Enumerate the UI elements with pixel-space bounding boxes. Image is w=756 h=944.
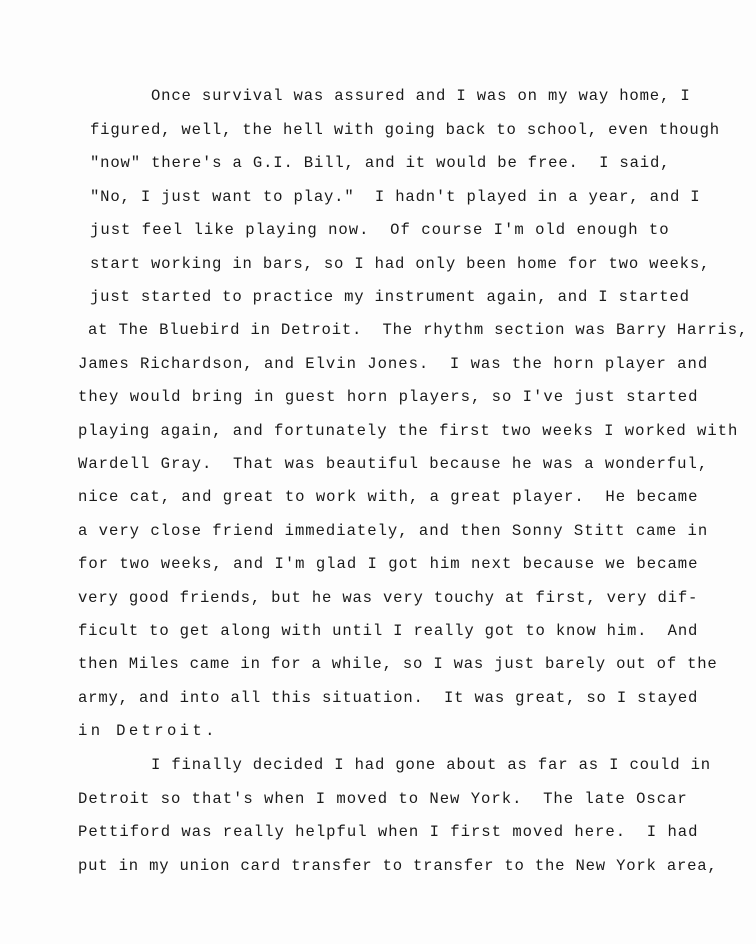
text-line-7: just started to practice my instrument again, and I started xyxy=(90,288,690,306)
text-line-18: then Miles came in for a while, so I was just barely out of the xyxy=(78,655,718,673)
text-line-5: just feel like playing now. Of course I'm old enough to xyxy=(90,221,670,239)
text-line-12: Wardell Gray. That was beautiful because he was a wonderful, xyxy=(78,455,709,473)
text-line-24: put in my union card transfer to transfer to the New York area, xyxy=(78,857,718,875)
text-line-21: I finally decided I had gone about as far as I could in xyxy=(151,756,711,774)
text-line-2: figured, well, the hell with going back to school, even though xyxy=(90,121,720,139)
text-line-3: "now" there's a G.I. Bill, and it would be free. I said, xyxy=(90,154,671,172)
text-line-16: very good friends, but he was very touchy at first, very dif- xyxy=(78,589,699,607)
text-line-17: ficult to get along with until I really got to know him. And xyxy=(78,622,699,640)
text-line-13: nice cat, and great to work with, a great player. He became xyxy=(78,488,699,506)
text-line-22: Detroit so that's when I moved to New York. The late Oscar xyxy=(78,790,688,808)
text-line-4: "No, I just want to play." I hadn't played in a year, and I xyxy=(90,188,701,206)
text-line-19: army, and into all this situation. It was great, so I stayed xyxy=(78,689,699,707)
text-line-15: for two weeks, and I'm glad I got him next because we became xyxy=(78,555,699,573)
text-line-1: Once survival was assured and I was on my way home, I xyxy=(151,87,691,105)
text-line-20: in Detroit. xyxy=(78,722,218,740)
text-line-6: start working in bars, so I had only been home for two weeks, xyxy=(90,255,711,273)
text-line-14: a very close friend immediately, and then Sonny Stitt came in xyxy=(78,522,709,540)
text-line-10: they would bring in guest horn players, so I've just started xyxy=(78,388,699,406)
text-line-23: Pettiford was really helpful when I first moved here. I had xyxy=(78,823,699,841)
text-line-11: playing again, and fortunately the first two weeks I worked with xyxy=(78,422,739,440)
text-line-8: at The Bluebird in Detroit. The rhythm section was Barry Harris, xyxy=(88,321,749,339)
text-line-9: James Richardson, and Elvin Jones. I was the horn player and xyxy=(78,355,709,373)
